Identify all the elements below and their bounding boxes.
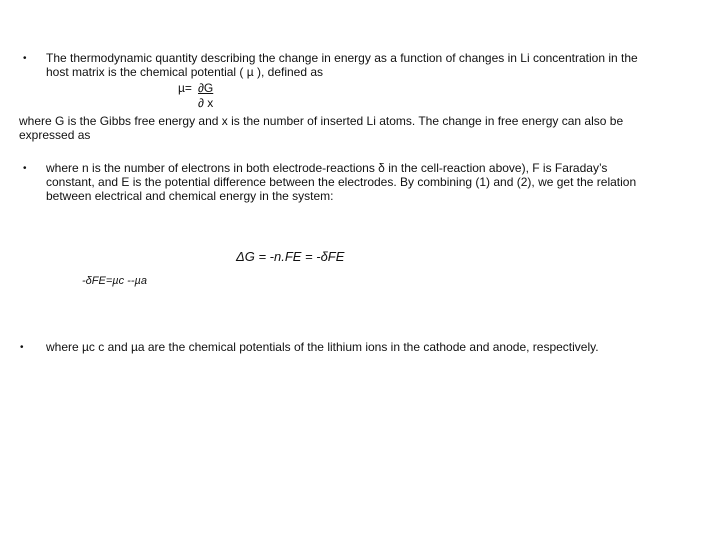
paragraph-1-line-1: The thermodynamic quantity describing the change in energy as a function of changes in Li concentration in the <box>46 51 638 65</box>
paragraph-2-line-1: where G is the Gibbs free energy and x is the number of inserted Li atoms. The change in free energy can also be <box>19 114 624 128</box>
bullet-2: • <box>23 163 27 174</box>
formula-delta-fe: -δFE=µc --µa <box>82 275 147 287</box>
formula-delta-g: ΔG = -n.FE = -δFE <box>236 249 345 264</box>
formula-mu-denominator: ∂ x <box>198 96 214 110</box>
paragraph-3-line-2: constant, and E is the potential difference between the electrodes. By combining (1) and (2), we get the relation <box>46 175 637 189</box>
paragraph-3-line-1: where n is the number of electrons in both electrode-reactions δ in the cell-reaction above), F is Faraday’s <box>46 161 608 175</box>
formula-mu-lhs: µ= <box>178 81 192 95</box>
bullet-1: • <box>23 53 27 64</box>
paragraph-2-line-2: expressed as <box>19 128 91 142</box>
paragraph-3-line-3: between electrical and chemical energy in the system: <box>46 189 334 203</box>
bullet-3: • <box>20 342 24 353</box>
paragraph-4: where µc c and µa are the chemical potentials of the lithium ions in the cathode and anode, respectively. <box>46 340 599 354</box>
paragraph-1-line-2: host matrix is the chemical potential ( µ ), defined as <box>46 65 324 79</box>
formula-mu-numerator: ∂G <box>198 81 214 95</box>
